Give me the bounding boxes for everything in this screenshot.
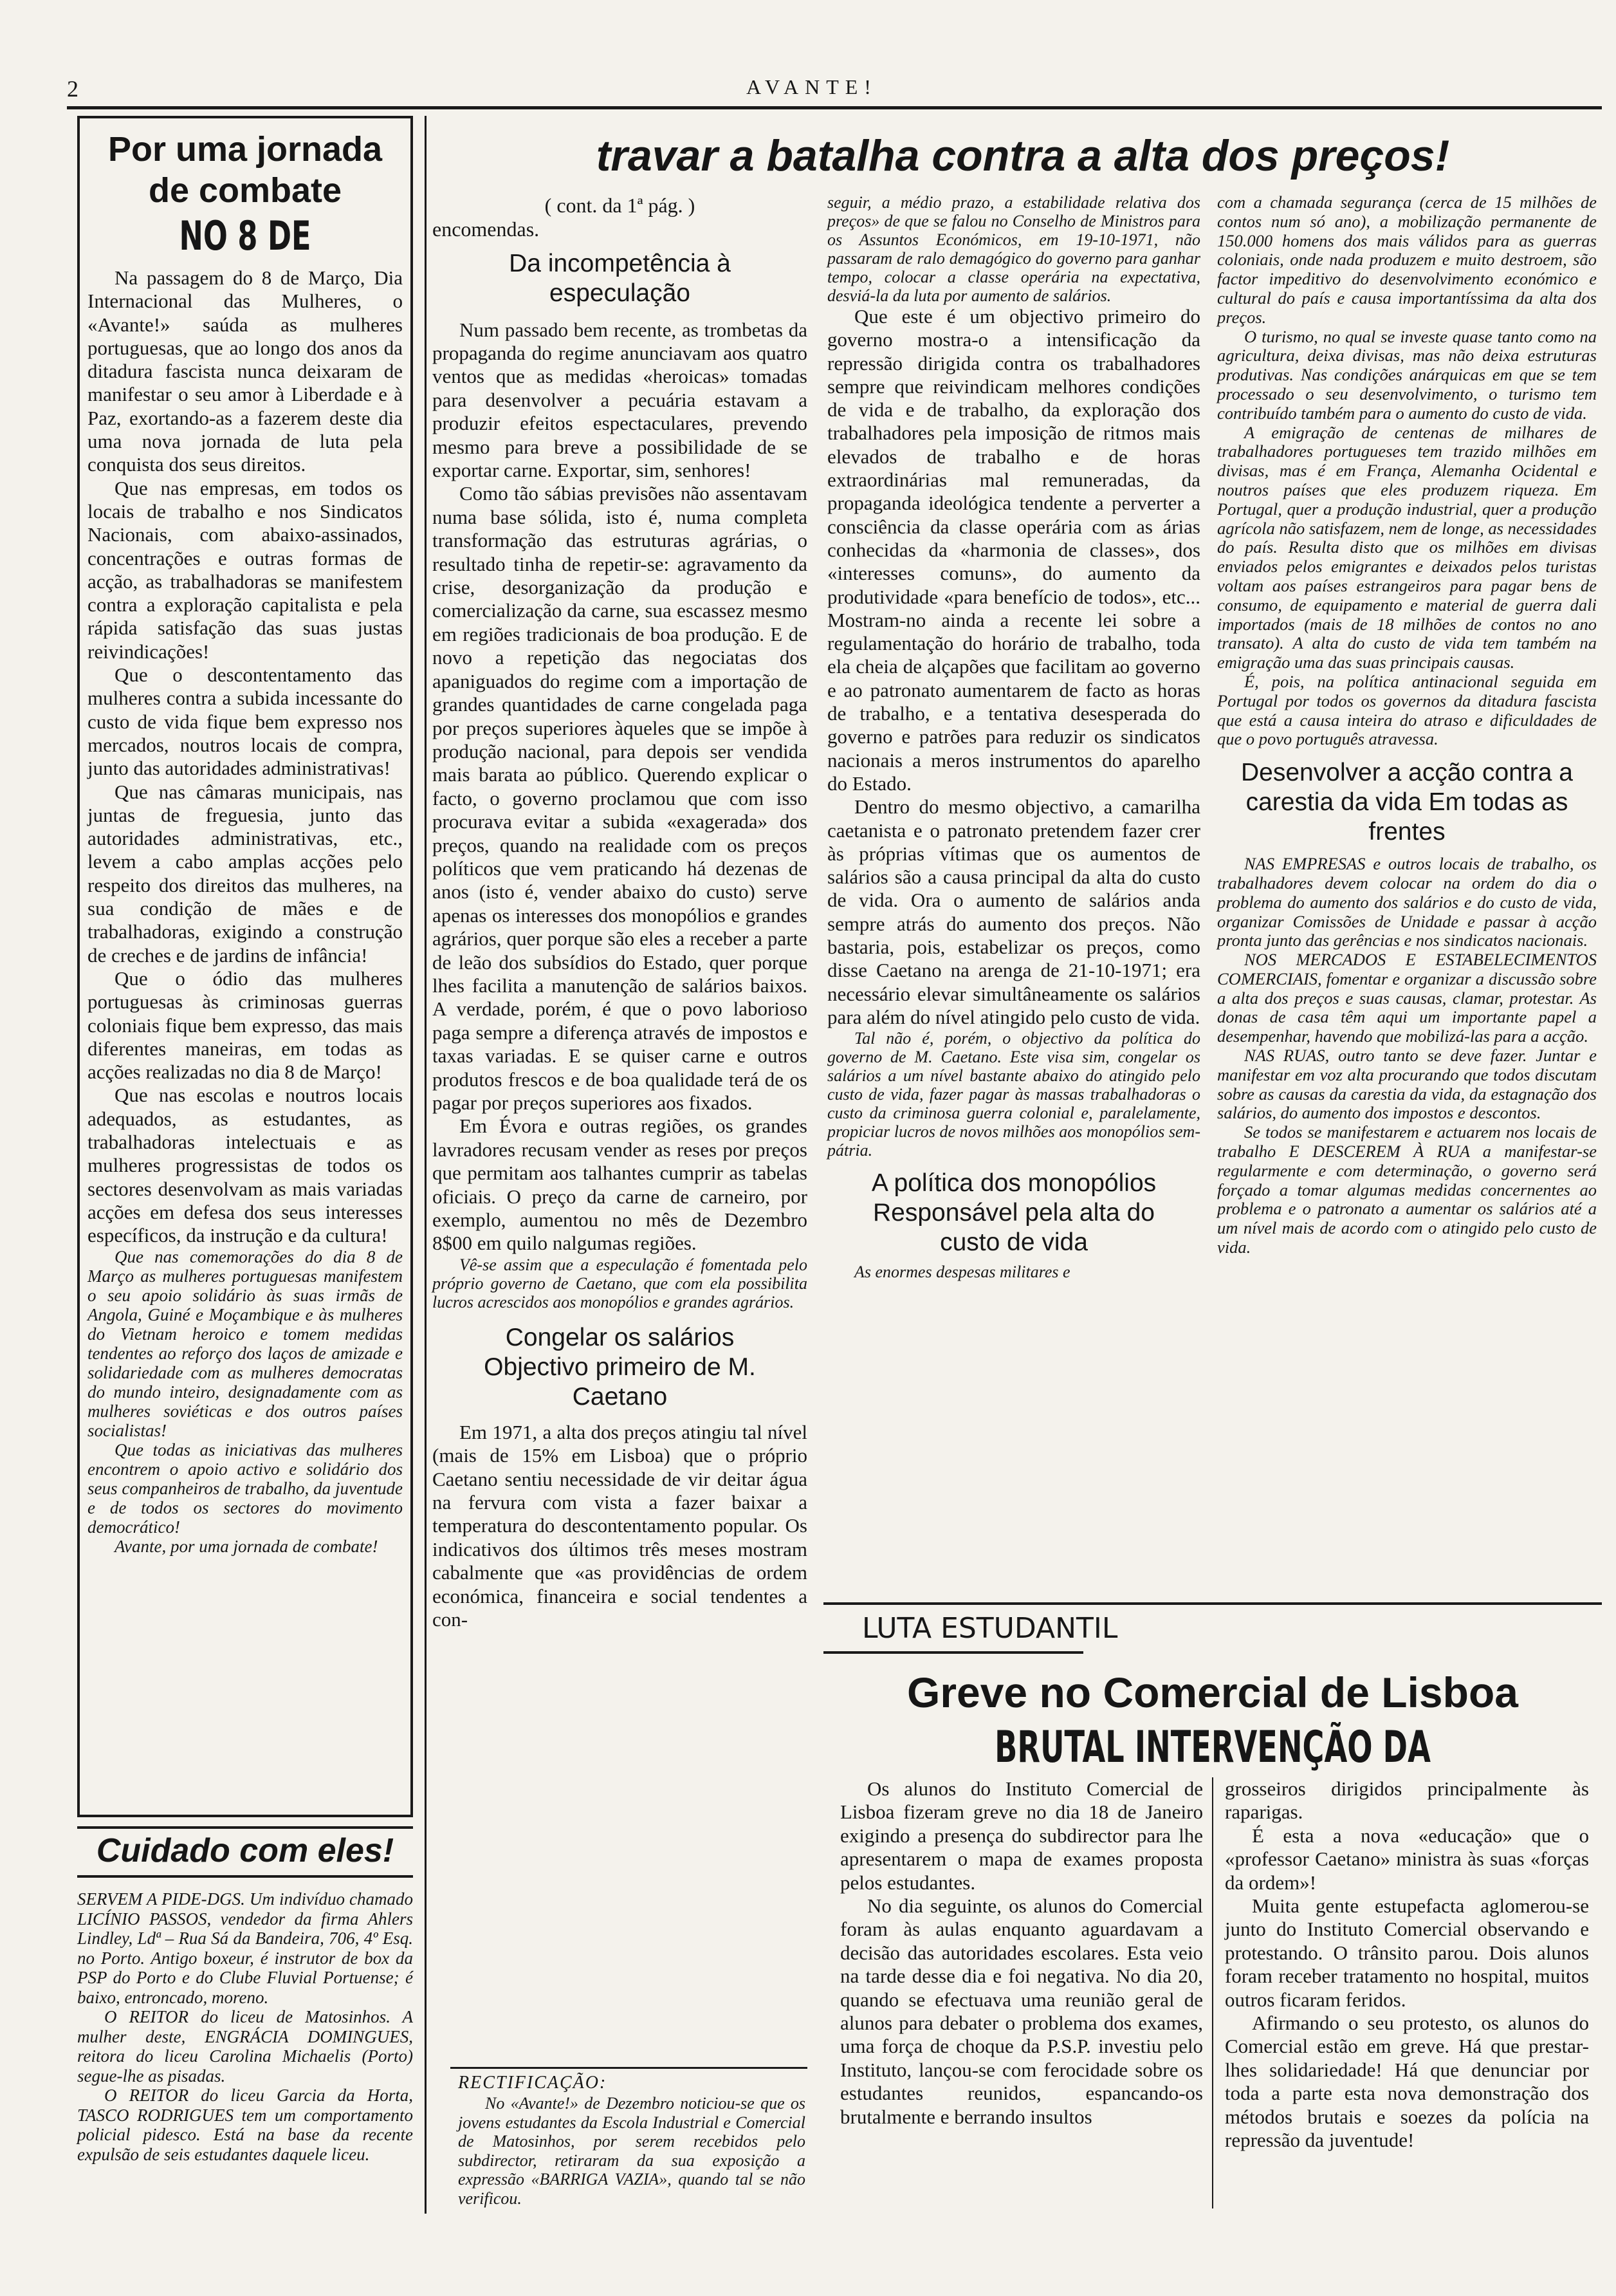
travar-col-3-italic: com a chamada segurança (cerca de 15 milhões de contos num só ano), a mobilização permanente de 150.000 homens dos mais válidos para as guerras coloniais, onde nada produzem e muito destroem, são factor impeditivo do desenvolvimento económico e cultural do país e causa importantíssima da alta dos preços.	[1217, 192, 1597, 327]
travar-sub-1: Da incompetência à especulação	[509, 249, 731, 307]
jornada-title-3-wrap	[87, 211, 403, 261]
cuidado-rule-top	[77, 1826, 413, 1829]
travar-col-3-italic-4: É, pois, na política antinacional seguida em Portugal por todos os governos da ditadura fascista que está a causa inteira do atraso e dificuldades de que o povo português atravessa.	[1217, 671, 1597, 749]
travar-col-2-end: As enormes despesas militares e	[854, 1263, 1070, 1282]
luta-kicker: LUTA ESTUDANTIL	[862, 1612, 1118, 1645]
jornada-body	[87, 266, 403, 1247]
luta-col-2-paragraph: Afirmando o seu protesto, os alunos do Comercial estão em greve. Há que prestar-lhes solidariedade! Há que denunciar por toda a parte esta nova demonstração dos métodos brutais e soezes da polícia na repressão da juventude!	[1225, 2012, 1589, 2152]
travar-col-2-italic: Tal não é, porém, o objectivo da política do governo de M. Caetano. Este visa sim, congelar os salários a um nível bastante abaixo do atingido pelo custo de vida, fazer pagar às massas trabalhadoras o custo da criminosa guerra colonial e, paralelamente, propiciar lucros de novos milhões aos monopólios sem-pátria.	[827, 1029, 1200, 1160]
luta-col-2	[1225, 1777, 1589, 2152]
jornada-paragraph: Que o ódio das mulheres portuguesas às criminosas guerras coloniais fique bem expresso, das mais diferentes maneiras, em todas as acções realizadas no dia 8 de Março!	[87, 967, 403, 1084]
rectificacao-box	[458, 2072, 805, 2208]
travar-cont: ( cont. da 1ª pág. )	[544, 194, 695, 217]
travar-intro: encomendas.	[432, 218, 540, 241]
travar-paragraph: Num passado bem recente, as trombetas da propaganda do regime anunciavam aos quatro ventos que as medidas «heroicas» tomadas para desenvolver a pecuária estavam a produzir efeitos espectaculares, prevendo mesmo para breve a possibilidade de se exportar carne. Exportar, sim, senhores!	[432, 318, 807, 482]
jornada-italic-body	[87, 1247, 403, 1556]
column-divider	[425, 116, 427, 2214]
cuidado-rule-bottom	[77, 1875, 413, 1878]
masthead: AVANTE!	[746, 75, 877, 98]
travar-col-3	[1217, 193, 1597, 1257]
luta-paragraph: No dia seguinte, os alunos do Comercial foram às aulas enquanto aguardavam a decisão das autoridades escolares. Esta veio na tarde desse dia e foi negativa. No dia 20, quando se efectuava uma reunião geral de alunos para debater o problema dos exames, uma força de choque da P.S.P. investiu pelo Instituto, lançou-se com ferocidade sobre os estudantes reunidos, espancando-os brutalmente e berrando insultos	[840, 1894, 1203, 2128]
travar-sub-3: A política dos monopólios Responsável pela alta do custo de vida	[871, 1169, 1157, 1257]
cuidado-text-3: O REITOR do liceu Garcia da Horta, TASCO RODRIGUES tem um comportamento policial pidesco. Está na base da recente expulsão de seis estudantes daquele liceu.	[77, 2086, 413, 2164]
page-number: 2	[67, 76, 78, 102]
travar-headline: travar a batalha contra a alta dos preços!	[596, 131, 1450, 180]
travar-col-3-body	[1217, 193, 1597, 749]
luta-headline-2-wrap	[830, 1722, 1595, 1773]
jornada-italic-paragraph: Que todas as iniciativas das mulheres encontrem o apoio activo e solidário dos seus companheiros de trabalho, da juventude e de todos os sectores do movimento democrático!	[87, 1440, 403, 1537]
cuidado-text: SERVEM A PIDE-DGS. Um indivíduo chamado LICÍNIO PASSOS, vendedor da firma Ahlers Lindley, Ldª – Rua Sá da Bandeira, 706, 4º Esq. no Porto. Antigo boxeur, é instrutor de box da PSP do Porto e do Clube Fluvial Portuense; é baixo, entroncado, moreno.	[77, 1889, 413, 2007]
luta-paragraph: Os alunos do Instituto Comercial de Lisboa fizeram greve no dia 18 de Janeiro exigindo a presença do subdirector para lhe apresentarem o mapa de exames proposta pelos estudantes.	[840, 1777, 1203, 1894]
rectificacao-title: RECTIFICAÇÃO:	[458, 2073, 607, 2093]
luta-col-1	[840, 1777, 1203, 2129]
travar-col-1-body	[432, 319, 807, 1255]
travar-paragraph: Como tão sábias previsões não assentavam numa base sólida, isto é, numa completa transformação das estruturas agrárias, o resultado tinha de repetir-se: agravamento da crise, desorganização da produção e comercialização da carne, sua escassez mesmo em regiões tradicionais de boa produção. E de novo a repetição das negociatas dos apaniguados do regime com a importação de grandes quantidades de carne congelada paga por preços superiores àqueles que se impõe à produção nacional, para depois ser vendida mais barata ao público. Querendo explicar o facto, o governo proclamou que com isso procurava evitar a subida «exagerada» dos preços, quando na realidade com os preços políticos que vem praticando há dezenas de anos (isto é, vender abaixo do custo) serve apenas os interesses dos monopólios e grandes agrários, quer porque são eles a receber a parte de leão dos subsídios do Estado, quer porque lhes facilita a manutenção de salários baixos. A verdade, porém, é que o povo laborioso paga sempre a diferença através de impostos e taxas variadas. E se quiser carne e outros produtos frescos e de boa qualidade terá de os pagar por preços superiores aos fixados.	[432, 482, 807, 1114]
luta-col-2-paragraph: grosseiros dirigidos principalmente às raparigas.	[1225, 1777, 1589, 1824]
jornada-paragraph: Que nas escolas e noutros locais adequados, as estudantes, as trabalhadoras intelectuais e as mulheres progressistas de todos os sectores desenvolvam as mais variadas acções em defesa dos seus interesses específicos, da instrução e da cultura!	[87, 1084, 403, 1247]
jornada-paragraph: Que nas empresas, em todos os locais de trabalho e nos Sindicatos Nacionais, com abaixo-assinados, concentrações e outras formas de acção, as trabalhadoras se manifestem contra a exploração capitalista e pela rápida satisfação das suas justas reivindicações!	[87, 476, 403, 663]
jornada-paragraph: Na passagem do 8 de Março, Dia Internacional das Mulheres, o «Avante!» saúda as mulheres portuguesas, que ao longo dos anos da ditadura fascista nunca deixaram de manifestar o seu amor à Liberdade e à Paz, exortando-as a fazerem deste dia uma nova jornada de luta pela conquista dos seus direitos.	[87, 266, 403, 476]
jornada-paragraph: Que o descontentamento das mulheres contra a subida incessante do custo de vida fique bem expresso nos mercados, noutros locais de compra, junto das autoridades administrativas!	[87, 663, 403, 780]
cuidado-text-2: O REITOR do liceu de Matosinhos. A mulher deste, ENGRÁCIA DOMINGUES, reitora do liceu Carolina Michaelis (Porto) segue-lhe as pisadas.	[77, 2007, 413, 2086]
jornada-italic-paragraph: Avante, por uma jornada de combate!	[115, 1537, 378, 1557]
rectificacao-rule	[450, 2067, 807, 2069]
jornada-title-3: NO 8 DE	[179, 212, 311, 259]
travar-sub-2: Congelar os salários Objectivo primeiro de M. Caetano	[484, 1323, 756, 1411]
travar-col-3-italic-5: NAS EMPRESAS e outros locais de trabalho, os trabalhadores devem colocar na ordem do dia o problema do aumento dos salários e do custo de vida, organizar Comissões de Unidade e passar à acção pronta junto das gerências e nos sindicatos nacionais.	[1217, 854, 1597, 950]
cuidado-title: Cuidado com eles!	[96, 1832, 394, 1869]
travar-col-2	[827, 193, 1200, 1281]
travar-col-2-body	[827, 305, 1200, 1029]
jornada-title-1: Por uma jornada	[107, 130, 383, 169]
travar-col-3-body-2	[1217, 855, 1597, 1257]
travar-sub-4: Desenvolver a acção contra a carestia da vida Em todas as frentes	[1241, 759, 1573, 846]
luta-headline-2: BRUTAL INTERVENÇÃO DA	[995, 1722, 1431, 1773]
jornada-paragraph: Que nas câmaras municipais, nas juntas de freguesia, junto das autoridades administrativas, etc., levem a cabo amplas acções pelo respeito dos direitos das mulheres, na sua condição de mães e de trabalhadoras, exigindo a construção de creches e de jardins de infância!	[87, 780, 403, 967]
travar-col-3-italic-8: Se todos se manifestarem e actuarem nos locais de trabalho E DESCEREM À RUA a manifestar-se regularmente e com determinação, o governo será forçado a tomar algumas medidas concernentes ao problema e o patronato a aumentar os salários até a um nível mais de acordo com o atingido pelo custo de vida.	[1217, 1122, 1597, 1257]
jornada-box	[77, 116, 413, 1817]
travar-col-1-italic: Vê-se assim que a especulação é fomentada pelo próprio governo de Caetano, que com ela possibilita lucros acrescidos aos monopólios e grandes agrários.	[432, 1255, 807, 1311]
jornada-title-2: de combate	[148, 171, 342, 210]
luta-col-2-paragraph: É esta a nova «educação» que o «professor Caetano» ministra às suas «forças da ordem»!	[1225, 1824, 1589, 1894]
rectificacao-text: No «Avante!» de Dezembro noticiou-se que os jovens estudantes da Escola Industrial e Comercial de Matosinhos, por serem recebidos pelo subdirector, retiraram da sua exposição a expressão «BARRIGA VAZIA», quando tal se não verificou.	[458, 2094, 805, 2208]
luta-column-divider	[1212, 1777, 1213, 2208]
travar-col-3-italic-3: A emigração de centenas de milhares de trabalhadores portugueses tem trazido milhões em divisas, mas é em França, Alemanha Ocidental e noutros países que eles produzem riqueza. Em Portugal, quer a produção industrial, quer a produção agrícola não satisfazem, nem de longe, as necessidades do país. Resulta disto que os milhões em divisas enviados pelos emigrantes e deixados pelos turistas voltam aos países estrangeiros para pagar bens de consumo, de equipamento e material de guerra dali importados (mais de 18 milhões de contos no ano transato). A alta do custo de vida tem também na emigração uma das suas principais causas.	[1217, 422, 1597, 672]
cuidado-body	[77, 1889, 413, 2164]
luta-col-2-paragraph: Muita gente estupefacta aglomerou-se junto do Instituto Comercial observando e protestando. O trânsito parou. Dois alunos foram receber tratamento no hospital, muitos outros ficaram feridos.	[1225, 1894, 1589, 2011]
travar-col-2-italic-top: seguir, a médio prazo, a estabilidade relativa dos preços» de que se falou no Conselho de Ministros para os Assuntos Económicos, em 19-10-1971, não passaram de ralo demagógico do governo para ganhar tempo, colocar a classe operária na expectativa, desviá-la da luta por aumento de salários.	[827, 193, 1200, 305]
travar-col-3-italic-2: O turismo, no qual se investe quase tanto como na agricultura, deixa divisas, mas não deixa estruturas produtivas. Nas condições anárquicas em que se tem processado o seu desenvolvimento, o turismo tem contribuído também para o aumento do custo de vida.	[1217, 326, 1597, 423]
jornada-italic-paragraph: Que nas comemorações do dia 8 de Março as mulheres portuguesas manifestem o seu apoio solidário às suas irmãs de Angola, Guiné e Moçambique e às mulheres do Vietnam heroico e tomem medidas tendentes ao reforço dos laços de amizade e solidariedade com as mulheres democratas do mundo inteiro, designadamente com as mulheres soviéticas e dos outros países socialistas!	[87, 1247, 403, 1441]
travar-col-1	[432, 193, 807, 1632]
travar-col-3-italic-7: NAS RUAS, outro tanto se deve fazer. Juntar e manifestar em voz alta procurando que todos discutam sobre as causas da carestia da vida, da estagnação dos salários, do aumento dos impostos e descontos.	[1217, 1046, 1597, 1123]
luta-rule-top	[823, 1602, 1602, 1605]
top-rule	[67, 106, 1602, 109]
travar-col-2-paragraph: Dentro do mesmo objectivo, a camarilha caetanista e o patronato pretendem fazer crer às próprias vítimas que os aumentos de salários são a causa principal da alta do custo de vida. Ora o aumento de salários anda sempre atrás do aumento dos preços. Não bastaria, pois, estabelizar os preços, como disse Caetano na arenga de 21-10-1971; era necessário elevar simultâneamente os salários para além do nível atingido pelo custo de vida.	[827, 795, 1200, 1028]
travar-col-2-paragraph: Que este é um objectivo primeiro do governo mostra-o a intensificação da repressão dirigida contra os trabalhadores sempre que reivindicam melhores condições de vida e de trabalho, da exploração dos trabalhadores pela imposição de ritmos mais elevados de trabalho e de horas extraordinárias mal remuneradas, da propaganda ideológica tendente a perverter a consciência da classe operária com as árias conhecidas da «harmonia de classes», dos «interesses comuns», do aumento da produtividade «para benefício de todos», etc... Mostram-no ainda a recente lei sobre a regulamentação do horário de trabalho, toda ela cheia de alçapões que facilitam ao governo e ao patronato aumentarem de facto as horas de trabalho, e a tentativa desesperada do governo e patrões para reduzir os sindicatos nacionais a meros instrumentos do aparelho do Estado.	[827, 305, 1200, 795]
luta-headline-1: Greve no Comercial de Lisboa	[907, 1669, 1518, 1716]
luta-kicker-rule	[823, 1651, 1083, 1654]
travar-paragraph: Em Évora e outras regiões, os grandes lavradores recusam vender as reses por preços que permitam aos talhantes cumprir as tabelas oficiais. O preço da carne de carneiro, por exemplo, aumentou no mês de Dezembro 8$00 em quilo nalgumas regiões.	[432, 1115, 807, 1255]
travar-col-3-italic-6: NOS MERCADOS E ESTABELECIMENTOS COMERCIAIS, fomentar e organizar a discussão sobre a alta dos preços e suas causas, clamar, protestar. As donas de casa têm aqui um importante papel a desempenhar, havendo que mobilizá-las para a acção.	[1217, 950, 1597, 1046]
travar-col-1b: Em 1971, a alta dos preços atingiu tal nível (mais de 15% em Lisboa) que o próprio Caetano sentiu necessidade de vir deitar água na fervura com vista a fazer baixar a temperatura do descontentamento popular. Os indicativos dos últimos três meses mostram cabalmente que «as providências de ordem económica, financeira e social tendentes a con-	[432, 1420, 807, 1631]
